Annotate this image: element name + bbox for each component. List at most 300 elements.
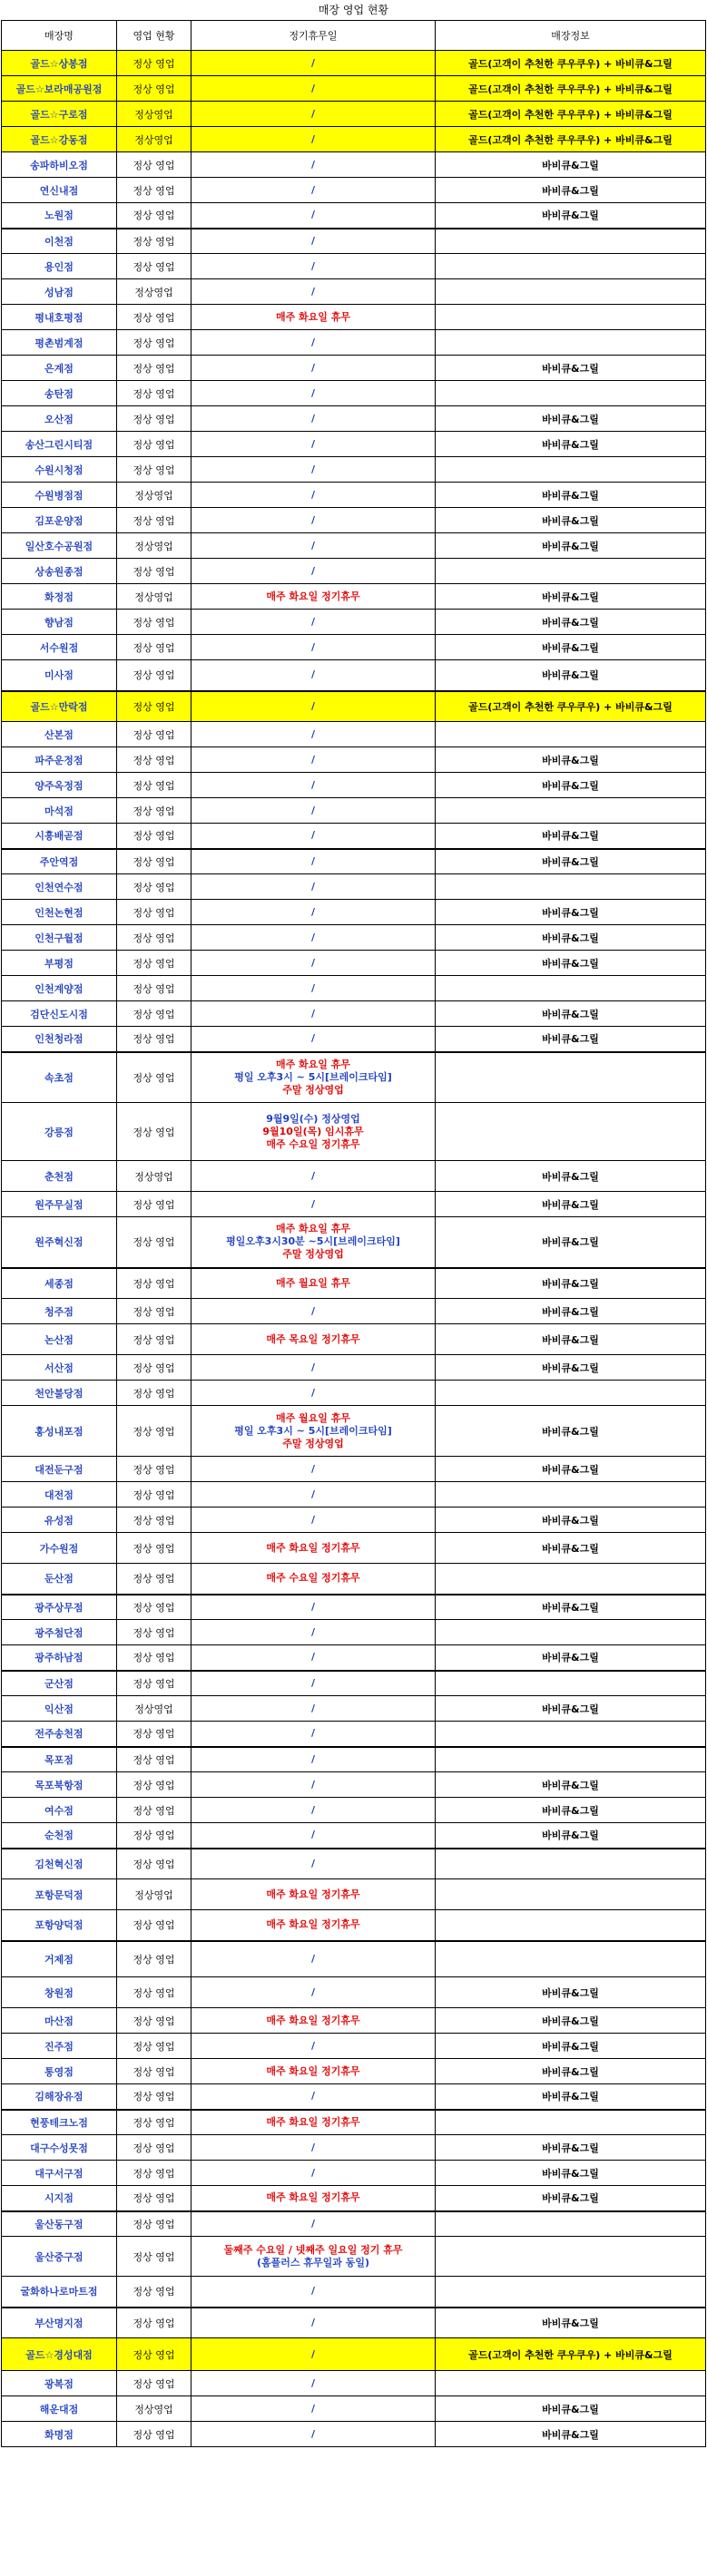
table-row [2,1977,706,2008]
table-row [2,976,706,1001]
regular-holiday-cell [191,2161,436,2186]
holiday-text: 매주 화요일 정기휴무 [266,1541,360,1554]
table-row [2,2059,706,2084]
holiday-text: / [310,640,316,653]
holiday-text: 매주 월요일 휴무 [275,1276,351,1289]
regular-holiday-cell [191,1941,436,1977]
regular-holiday-cell [191,559,436,584]
table-row [2,1941,706,1977]
table-row [2,483,706,508]
store-name-cell: 원주혁신점 [2,1217,117,1268]
table-header-row [2,21,706,51]
store-info-cell [436,305,706,330]
table-row [2,1482,706,1508]
table-row [2,178,706,203]
table-row [2,1457,706,1482]
regular-holiday-cell [191,152,436,178]
store-name-cell: 산본점 [2,722,117,747]
holiday-text: / [310,2316,316,2328]
business-status-cell: 정상 영업 [117,229,191,254]
store-info-cell: 바비큐&그릴 [436,1798,706,1823]
business-status-cell: 정상 영업 [117,1941,191,1977]
store-name-cell: 속초점 [2,1052,117,1103]
store-info-cell: 바비큐&그릴 [436,1977,706,2008]
regular-holiday-cell [191,824,436,849]
business-status-cell: 정상 영업 [117,1564,191,1595]
store-info-cell: 바비큐&그릴 [436,1192,706,1217]
regular-holiday-cell [191,2277,436,2308]
table-row [2,432,706,457]
table-row [2,1798,706,1823]
store-name-cell: 여수점 [2,1798,117,1823]
table-row [2,457,706,483]
store-name-cell: 거제점 [2,1941,117,1977]
regular-holiday-cell [191,1052,436,1103]
regular-holiday-cell [191,874,436,900]
business-status-cell: 정상 영업 [117,1910,191,1941]
business-status-cell: 정상 영업 [117,2110,191,2135]
store-name-cell: 송파하비오점 [2,152,117,178]
holiday-text: / [310,727,316,740]
regular-holiday-cell [191,747,436,773]
store-name-cell: 화정점 [2,584,117,610]
store-info-cell [436,381,706,406]
store-info-cell [436,2237,706,2277]
business-status-cell: 정상 영업 [117,1027,191,1052]
table-row [2,508,706,533]
store-name-cell: 현풍테크노점 [2,2110,117,2135]
business-status-cell: 정상 영업 [117,1508,191,1533]
table-row [2,2161,706,2186]
store-info-cell: 바비큐&그릴 [436,1533,706,1564]
holiday-text: 매주 수요일 정기휴무 [266,1572,360,1585]
store-info-cell: 바비큐&그릴 [436,951,706,976]
store-name-cell: 광주첨단점 [2,1620,117,1645]
business-status-cell: 정상 영업 [117,925,191,951]
business-status-cell: 정상 영업 [117,1823,191,1849]
holiday-text: 9월10일(목) 임시휴무 [262,1125,364,1137]
regular-holiday-cell [191,2008,436,2034]
holiday-text: / [310,1007,316,1020]
store-name-cell: 인천계양점 [2,976,117,1001]
holiday-text: / [310,564,316,577]
store-name-cell: 평촌범계점 [2,330,117,356]
store-info-cell: 바비큐&그릴 [436,1823,706,1849]
store-name-cell: 서산점 [2,1355,117,1381]
holiday-text: / [310,1462,316,1475]
holiday-text: / [310,931,316,943]
store-info-cell [436,229,706,254]
holiday-text: / [310,285,316,298]
store-info-cell: 바비큐&그릴 [436,2084,706,2110]
table-row [2,747,706,773]
regular-holiday-cell [191,925,436,951]
table-row [2,305,706,330]
store-name-cell: 검단신도시점 [2,1001,117,1027]
business-status-cell: 정상 영업 [117,1103,191,1161]
store-name-cell: 진주점 [2,2034,117,2059]
regular-holiday-cell [191,1722,436,1747]
regular-holiday-cell [191,1001,436,1027]
store-name-cell: 은계점 [2,356,117,381]
holiday-text: / [310,463,316,475]
store-name-cell: 광주상무점 [2,1595,117,1620]
holiday-text: / [310,259,316,272]
regular-holiday-cell [191,1027,436,1052]
store-name-cell: 유성점 [2,1508,117,1533]
store-info-cell [436,1941,706,1977]
table-row [2,849,706,874]
store-info-cell: 바비큐&그릴 [436,1645,706,1671]
page-title: 매장 영업 현황 [318,4,389,16]
store-info-cell: 바비큐&그릴 [436,2059,706,2084]
store-name-cell: 연신내점 [2,178,117,203]
regular-holiday-cell [191,305,436,330]
business-status-cell: 정상 영업 [117,1482,191,1508]
table-row [2,2422,706,2447]
regular-holiday-cell [191,457,436,483]
table-row [2,2135,706,2161]
holiday-text: / [310,412,316,424]
business-status-cell: 정상 영업 [117,2371,191,2396]
store-info-cell: 바비큐&그릴 [436,900,706,925]
store-info-cell: 바비큐&그릴 [436,2008,706,2034]
store-info-cell: 바비큐&그릴 [436,849,706,874]
table-row [2,76,706,102]
header-regular-holiday: 정기휴무일 [191,21,436,51]
regular-holiday-cell [191,432,436,457]
store-name-cell: 수원시청점 [2,457,117,483]
business-status-cell: 정상 영업 [117,381,191,406]
business-status-cell: 정상영업 [117,1161,191,1192]
store-info-cell [436,2371,706,2396]
business-status-cell: 정상 영업 [117,635,191,660]
table-row [2,635,706,660]
store-name-cell: 주안역점 [2,849,117,874]
holiday-text: / [310,2217,316,2230]
table-row [2,1027,706,1052]
store-info-cell [436,1747,706,1772]
store-name-cell: 목포북항점 [2,1772,117,1798]
table-row [2,2211,706,2237]
holiday-text: / [310,1032,316,1045]
regular-holiday-cell [191,1747,436,1772]
table-row [2,691,706,722]
holiday-text: / [310,2347,316,2360]
business-status-cell: 정상 영업 [117,2338,191,2371]
business-status-cell: 정상 영업 [117,824,191,849]
business-status-cell: 정상 영업 [117,1299,191,1324]
store-name-cell: 수원병점점 [2,483,117,508]
store-info-cell: 바비큐&그릴 [436,660,706,691]
header-store-info: 매장정보 [436,21,706,51]
store-info-cell [436,1910,706,1941]
table-row [2,824,706,849]
regular-holiday-cell [191,1381,436,1406]
regular-holiday-cell [191,722,436,747]
holiday-text: / [310,956,316,969]
store-name-cell: 포항양덕점 [2,1910,117,1941]
store-info-cell: 바비큐&그릴 [436,533,706,559]
store-name-cell: 일산호수공원점 [2,533,117,559]
regular-holiday-cell [191,1217,436,1268]
header-business-status: 영업 현황 [117,21,191,51]
store-info-cell: 바비큐&그릴 [436,203,706,229]
table-row [2,559,706,584]
table-row [2,2371,706,2396]
business-status-cell: 정상 영업 [117,559,191,584]
table-row [2,1696,706,1722]
store-name-cell: 울산동구점 [2,2211,117,2237]
holiday-text: / [310,2090,316,2103]
table-row [2,1671,706,1696]
store-info-cell: 골드(고객이 추천한 쿠우쿠우) + 바비큐&그릴 [436,51,706,76]
holiday-text: / [310,1857,316,1869]
table-row [2,1772,706,1798]
store-name-cell: 군산점 [2,1671,117,1696]
holiday-text: / [310,880,316,893]
regular-holiday-cell [191,178,436,203]
regular-holiday-cell [191,660,436,691]
store-info-cell [436,457,706,483]
store-name-cell: 원주무실점 [2,1192,117,1217]
holiday-text: 매주 화요일 휴무 [275,1223,351,1235]
store-info-cell [436,1879,706,1910]
business-status-cell: 정상 영업 [117,747,191,773]
table-row [2,1849,706,1879]
table-row [2,1645,706,1671]
store-name-cell: 포항문덕점 [2,1879,117,1910]
store-name-cell: 광주하남점 [2,1645,117,1671]
holiday-text: / [310,2285,316,2298]
holiday-text: / [310,539,316,551]
store-name-cell: 해운대점 [2,2396,117,2422]
store-name-cell: 노원점 [2,203,117,229]
business-status-cell: 정상영업 [117,2396,191,2422]
store-name-cell: 논산점 [2,1324,117,1355]
business-status-cell: 정상 영업 [117,1645,191,1671]
store-name-cell: 세종점 [2,1268,117,1299]
regular-holiday-cell [191,2135,436,2161]
store-name-cell: 서수원점 [2,635,117,660]
holiday-text: / [310,1600,316,1613]
business-status-cell: 정상 영업 [117,976,191,1001]
store-info-cell: 바비큐&그릴 [436,178,706,203]
table-row [2,152,706,178]
regular-holiday-cell [191,1324,436,1355]
holiday-text: / [310,1386,316,1399]
store-info-cell: 바비큐&그릴 [436,1324,706,1355]
table-row [2,330,706,356]
store-info-cell: 바비큐&그릴 [436,1772,706,1798]
holiday-text: / [310,513,316,526]
regular-holiday-cell [191,1671,436,1696]
holiday-text: / [310,488,316,501]
business-status-cell: 정상영업 [117,279,191,305]
regular-holiday-cell [191,1482,436,1508]
business-status-cell: 정상 영업 [117,1001,191,1027]
regular-holiday-cell [191,798,436,824]
store-name-cell: 가수원점 [2,1533,117,1564]
store-name-cell: 순천점 [2,1823,117,1849]
holiday-text: / [310,1727,316,1740]
business-status-cell: 정상 영업 [117,2277,191,2308]
table-row [2,2396,706,2422]
holiday-text: / [310,2376,316,2389]
business-status-cell: 정상 영업 [117,178,191,203]
regular-holiday-cell [191,406,436,432]
store-info-cell: 바비큐&그릴 [436,2308,706,2338]
table-row [2,533,706,559]
table-row [2,1910,706,1941]
holiday-text: / [310,1513,316,1526]
regular-holiday-cell [191,900,436,925]
regular-holiday-cell [191,1161,436,1192]
table-row [2,584,706,610]
business-status-cell: 정상영업 [117,1879,191,1910]
store-info-cell: 바비큐&그릴 [436,508,706,533]
business-status-cell: 정상 영업 [117,1671,191,1696]
store-status-table [1,20,706,2447]
business-status-cell: 정상 영업 [117,691,191,722]
business-status-cell: 정상 영업 [117,798,191,824]
business-status-cell: 정상 영업 [117,254,191,279]
holiday-text: / [310,2402,316,2415]
store-name-cell: 둔산점 [2,1564,117,1595]
business-status-cell: 정상 영업 [117,1620,191,1645]
business-status-cell: 정상 영업 [117,1381,191,1406]
table-row [2,1052,706,1103]
holiday-text: 매주 화요일 정기휴무 [266,1918,360,1931]
table-row [2,1268,706,1299]
store-info-cell [436,1849,706,1879]
store-name-cell: 김천혁신점 [2,1849,117,1879]
store-name-cell: 김해장유점 [2,2084,117,2110]
holiday-text: / [310,1702,316,1714]
business-status-cell: 정상 영업 [117,2422,191,2447]
store-name-cell: 파주운정점 [2,747,117,773]
business-status-cell: 정상 영업 [117,1747,191,1772]
store-info-cell [436,1722,706,1747]
store-name-cell: 광복점 [2,2371,117,2396]
store-info-cell [436,1381,706,1406]
regular-holiday-cell [191,1192,436,1217]
holiday-text: / [310,234,316,247]
business-status-cell: 정상 영업 [117,849,191,874]
store-name-cell: 골드☆경성대점 [2,2338,117,2371]
table-row [2,900,706,925]
business-status-cell: 정상 영업 [117,951,191,976]
business-status-cell: 정상 영업 [117,2308,191,2338]
regular-holiday-cell [191,254,436,279]
business-status-cell: 정상 영업 [117,2008,191,2034]
table-row [2,1879,706,1910]
table-row [2,2110,706,2135]
regular-holiday-cell [191,1564,436,1595]
regular-holiday-cell [191,1977,436,2008]
store-name-cell: 전주송천점 [2,1722,117,1747]
store-info-cell: 골드(고객이 추천한 쿠우쿠우) + 바비큐&그릴 [436,76,706,102]
business-status-cell: 정상 영업 [117,2237,191,2277]
holiday-text: / [310,437,316,450]
holiday-text: / [310,158,316,171]
table-row [2,1564,706,1595]
holiday-text: / [310,615,316,628]
holiday-text: / [310,2166,316,2179]
holiday-text: (홈플러스 휴무일과 동일) [257,2256,369,2269]
holiday-text: / [310,1625,316,1638]
business-status-cell: 정상 영업 [117,1977,191,2008]
regular-holiday-cell [191,127,436,152]
store-name-cell: 마석점 [2,798,117,824]
regular-holiday-cell [191,2211,436,2237]
table-row [2,1217,706,1268]
store-name-cell: 인천연수점 [2,874,117,900]
store-name-cell: 골드☆보라매공원점 [2,76,117,102]
table-row [2,1595,706,1620]
regular-holiday-cell [191,2396,436,2422]
regular-holiday-cell [191,976,436,1001]
store-info-cell [436,1671,706,1696]
header-store-name: 매장명 [2,21,117,51]
store-info-cell: 바비큐&그릴 [436,1217,706,1268]
table-row [2,51,706,76]
regular-holiday-cell [191,849,436,874]
regular-holiday-cell [191,773,436,798]
regular-holiday-cell [191,1620,436,1645]
table-row [2,1533,706,1564]
store-name-cell: 굴화하나로마트점 [2,2277,117,2308]
business-status-cell: 정상영업 [117,127,191,152]
regular-holiday-cell [191,1299,436,1324]
regular-holiday-cell [191,1457,436,1482]
holiday-text: / [310,2039,316,2052]
store-name-cell: 익산점 [2,1696,117,1722]
store-name-cell: 부산명지점 [2,2308,117,2338]
regular-holiday-cell [191,381,436,406]
holiday-text: 주말 정상영업 [282,1437,344,1449]
store-info-cell [436,874,706,900]
regular-holiday-cell [191,203,436,229]
regular-holiday-cell [191,1910,436,1941]
regular-holiday-cell [191,635,436,660]
store-info-cell: 바비큐&그릴 [436,1457,706,1482]
business-status-cell: 정상 영업 [117,203,191,229]
regular-holiday-cell [191,2338,436,2371]
regular-holiday-cell [191,1508,436,1533]
table-row [2,874,706,900]
store-name-cell: 송탄점 [2,381,117,406]
table-row [2,1381,706,1406]
holiday-text: / [310,183,316,196]
regular-holiday-cell [191,356,436,381]
store-info-cell: 바비큐&그릴 [436,483,706,508]
regular-holiday-cell [191,508,436,533]
store-name-cell: 대구수성못점 [2,2135,117,2161]
store-info-cell: 바비큐&그릴 [436,2135,706,2161]
business-status-cell: 정상 영업 [117,330,191,356]
table-row [2,798,706,824]
regular-holiday-cell [191,951,436,976]
store-info-cell [436,330,706,356]
store-info-cell: 바비큐&그릴 [436,1355,706,1381]
holiday-text: 매주 화요일 정기휴무 [266,2014,360,2026]
business-status-cell: 정상 영업 [117,874,191,900]
business-status-cell: 정상 영업 [117,1406,191,1457]
table-row [2,773,706,798]
store-name-cell: 부평점 [2,951,117,976]
business-status-cell: 정상 영업 [117,722,191,747]
